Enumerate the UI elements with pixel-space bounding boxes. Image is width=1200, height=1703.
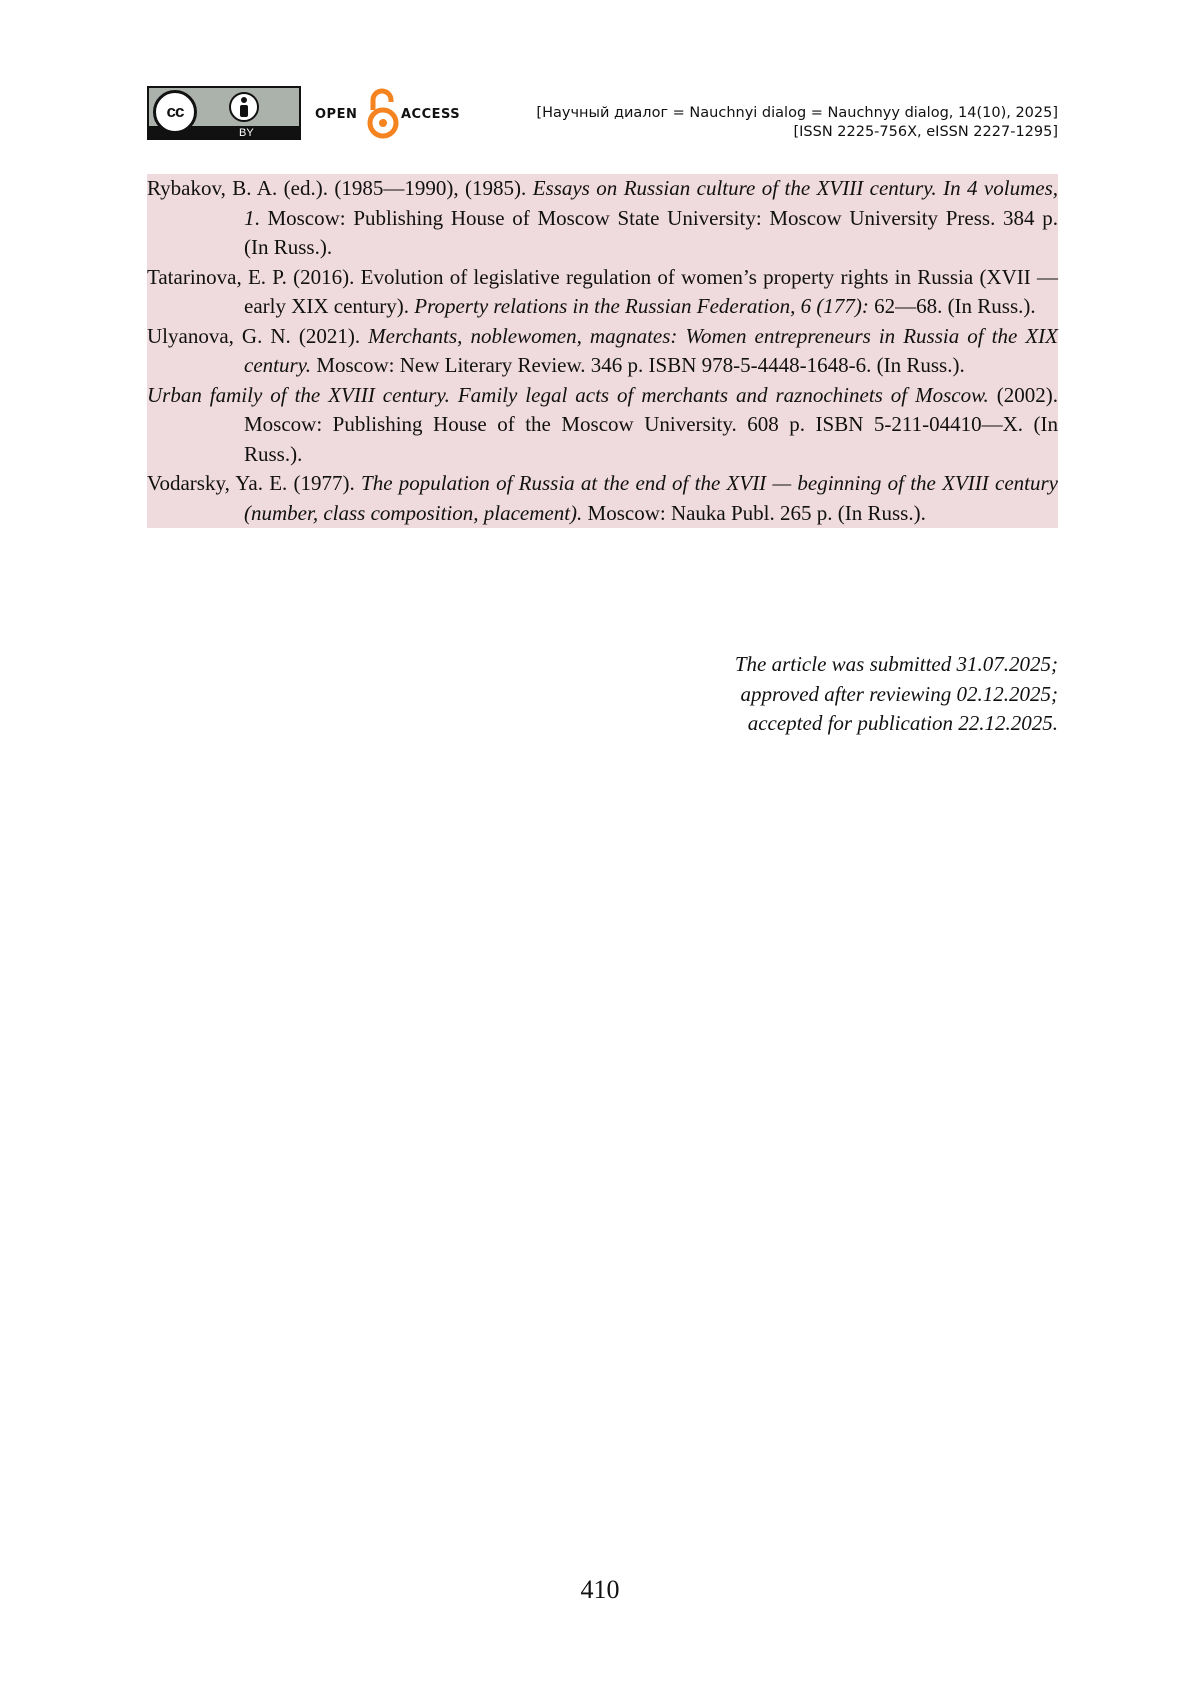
cc-by-license-badge[interactable] xyxy=(147,86,301,140)
reference-text: (2002). Moscow: Publishing House of the Moscow University. 608 p. ISBN 5-211-04410—X. (In Russ.). xyxy=(244,382,1058,466)
reference-item xyxy=(147,469,1058,528)
page-number: 410 xyxy=(580,1575,620,1604)
accepted-date: accepted for publication 22.12.2025. xyxy=(747,711,1058,735)
cc-icon: cc xyxy=(153,90,197,134)
open-access-logo[interactable] xyxy=(315,86,460,140)
reference-text: Rybakov, B. A. (ed.). (1985—1990), (1985). xyxy=(147,176,533,200)
reference-title: Property relations in the Russian Federation, 6 (177): xyxy=(414,294,869,318)
submitted-date: The article was submitted 31.07.2025; xyxy=(734,652,1058,676)
reference-title: Urban family of the XVIII century. Family legal acts of merchants and raznochinets of Moscow. xyxy=(147,382,989,407)
page-header xyxy=(147,86,1058,142)
journal-title-line: [Научный диалог = Nauchnyi dialog = Nauchnyy dialog, 14(10), 2025] xyxy=(536,105,1058,121)
attribution-person-icon xyxy=(229,92,259,122)
reference-text: Vodarsky, Ya. E. (1977). xyxy=(147,471,362,495)
reference-item xyxy=(147,174,1058,263)
reference-title: Essays on Russian culture of the XVIII century. In 4 volumes, 1 xyxy=(244,176,1058,230)
reference-text: Tatarinova, E. P. (2016). Evolution of legislative regulation of women’s property rights in Russia (XVII — early XIX century). xyxy=(147,264,1058,318)
reference-item xyxy=(147,322,1058,381)
reference-text: . Moscow: Publishing House of Moscow State University: Moscow University Press. 384 p. (In Russ.). xyxy=(244,205,1058,259)
issn-line: [ISSN 2225-756X, eISSN 2227-1295] xyxy=(793,124,1058,140)
by-label: BY xyxy=(239,127,254,139)
reference-item xyxy=(147,263,1058,322)
approved-date: approved after reviewing 02.12.2025; xyxy=(740,681,1058,706)
reference-list xyxy=(147,174,1058,528)
reference-title: The population of Russia at the end of the XVII — beginning of the XVIII century (number, class composition, placement). xyxy=(244,471,1058,525)
journal-citation xyxy=(536,104,1058,142)
reference-text: Moscow: New Literary Review. 346 p. ISBN 978-5-4448-1648-6. (In Russ.). xyxy=(311,353,965,377)
reference-text: Ulyanova, G. N. (2021). xyxy=(147,323,369,348)
reference-text: 62—68. (In Russ.). xyxy=(868,294,1036,318)
open-label: OPEN xyxy=(315,107,358,122)
access-label: ACCESS xyxy=(401,107,461,122)
reference-item xyxy=(147,381,1058,470)
reference-title: Merchants, noblewomen, magnates: Women entrepreneurs in Russia of the XIX century. xyxy=(244,323,1058,377)
article-dates xyxy=(735,650,1058,739)
reference-text: Moscow: Nauka Publ. 265 p. (In Russ.). xyxy=(582,500,926,525)
open-access-lock-icon xyxy=(365,86,401,140)
